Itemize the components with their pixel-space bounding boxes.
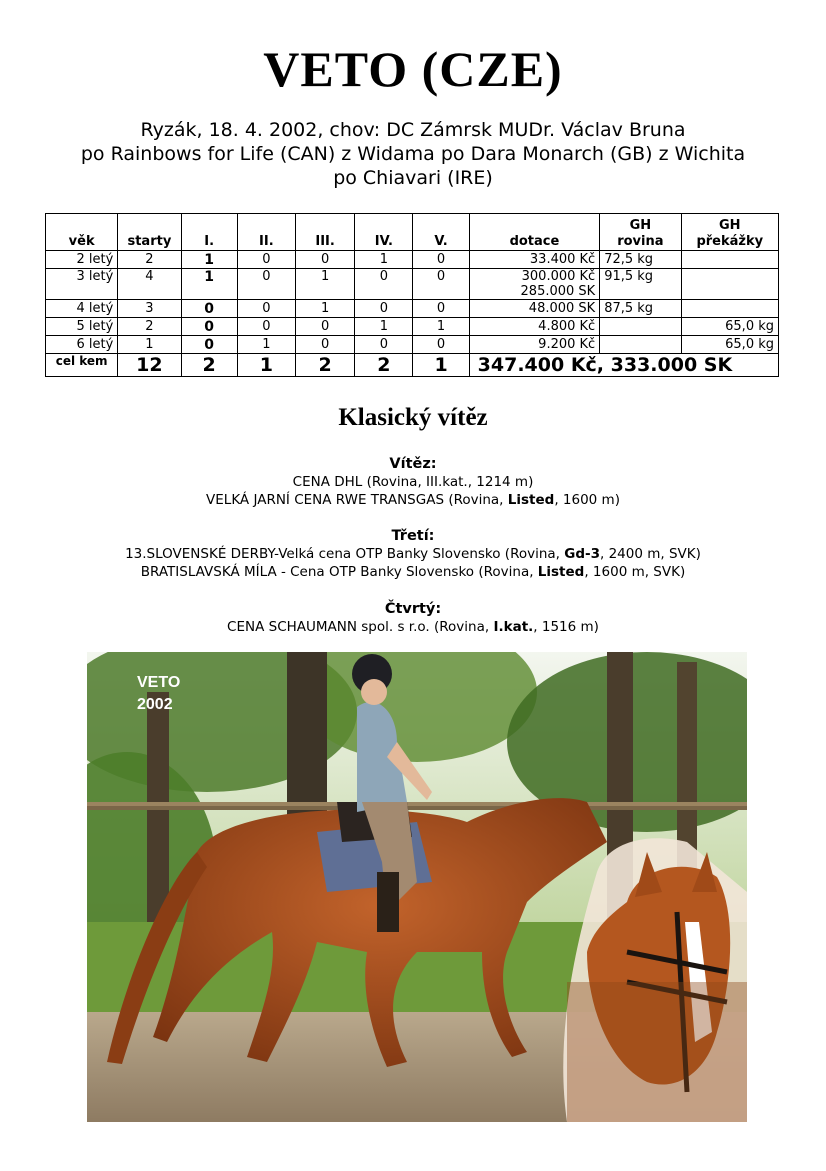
treti-line-1-end: , 2400 m, SVK) [600, 546, 701, 562]
total-dotace: 347.400 Kč, 333.000 SK [469, 354, 778, 377]
cell-second: 0 [237, 251, 295, 269]
cell-fifth: 0 [413, 336, 469, 354]
subtitle-line-2: po Rainbows for Life (CAN) z Widama po Dara Monarch (GB) z Wichita [80, 143, 746, 165]
total-third: 2 [295, 354, 354, 377]
cell-starty: 3 [118, 300, 181, 318]
header-first: I. [181, 214, 237, 251]
header-second: II. [237, 214, 295, 251]
cell-gh-prekazky: 65,0 kg [681, 318, 778, 336]
header-gh-prekazky-bottom: překážky [696, 234, 764, 249]
cell-gh-rovina: 91,5 kg [600, 269, 681, 300]
section-treti [0, 527, 826, 581]
header-vek: věk [46, 214, 118, 251]
cell-fourth: 1 [355, 251, 413, 269]
results-table [45, 213, 779, 377]
cell-first: 0 [181, 318, 237, 336]
cell-gh-prekazky [681, 300, 778, 318]
subtitle-line-3: po Chiavari (IRE) [333, 167, 493, 189]
header-dotace: dotace [469, 214, 600, 251]
treti-line-1-text: 13.SLOVENSKÉ DERBY-Velká cena OTP Banky Slovensko (Rovina, [125, 546, 565, 562]
cell-starty: 1 [118, 336, 181, 354]
cell-first: 0 [181, 300, 237, 318]
total-starty: 12 [118, 354, 181, 377]
header-gh-rovina [600, 214, 681, 251]
table-row [46, 318, 779, 336]
cell-dotace-kc: 300.000 Kč [521, 269, 596, 284]
cell-third: 1 [295, 300, 354, 318]
cell-dotace [469, 269, 600, 300]
header-third: III. [295, 214, 354, 251]
section-vitez [0, 455, 826, 509]
horse-photo [87, 652, 747, 1122]
photo-stamp-name: VETO [137, 674, 181, 691]
cell-dotace: 4.800 Kč [469, 318, 600, 336]
cell-fourth: 0 [355, 269, 413, 300]
cell-vek: 4 letý [46, 300, 118, 318]
cell-starty: 2 [118, 251, 181, 269]
cell-second: 0 [237, 300, 295, 318]
cell-third: 1 [295, 269, 354, 300]
table-row [46, 251, 779, 269]
treti-line-2-text: BRATISLAVSKÁ MÍLA - Cena OTP Banky Slovensko (Rovina, [140, 564, 538, 580]
cell-first: 1 [181, 269, 237, 300]
treti-line-1-bold: Gd-3 [564, 546, 601, 562]
cell-gh-prekazky [681, 251, 778, 269]
photo-stamp [137, 672, 180, 716]
cell-third: 0 [295, 251, 354, 269]
vitez-line-2-text: VELKÁ JARNÍ CENA RWE TRANSGAS (Rovina, [206, 492, 508, 508]
treti-line-2-end: , 1600 m, SVK) [584, 564, 686, 580]
cell-gh-rovina [600, 336, 681, 354]
header-gh-rovina-top: GH [629, 218, 652, 233]
header-gh-prekazky-top: GH [718, 218, 741, 233]
cell-second: 0 [237, 269, 295, 300]
total-label: cel kem [46, 354, 118, 377]
cell-gh-prekazky [681, 269, 778, 300]
cell-third: 0 [295, 318, 354, 336]
header-fifth: V. [413, 214, 469, 251]
total-fifth: 1 [413, 354, 469, 377]
cell-starty: 2 [118, 318, 181, 336]
cell-second: 1 [237, 336, 295, 354]
cell-gh-rovina [600, 318, 681, 336]
cell-gh-prekazky: 65,0 kg [681, 336, 778, 354]
cell-vek: 2 letý [46, 251, 118, 269]
cell-fourth: 0 [355, 336, 413, 354]
header-gh-prekazky [681, 214, 778, 251]
cell-starty: 4 [118, 269, 181, 300]
section-ctvrty-heading: Čtvrtý: [384, 601, 442, 617]
treti-line-2-bold: Listed [537, 564, 585, 580]
total-first: 2 [181, 354, 237, 377]
total-second: 1 [237, 354, 295, 377]
vitez-line-2-bold: Listed [507, 492, 555, 508]
cell-vek: 5 letý [46, 318, 118, 336]
section-ctvrty [0, 600, 826, 636]
table-total-row [46, 354, 779, 377]
cell-dotace: 33.400 Kč [469, 251, 600, 269]
table-row [46, 300, 779, 318]
cell-fifth: 0 [413, 269, 469, 300]
header-gh-rovina-bottom: rovina [617, 234, 664, 249]
ctvrty-line-1-end: , 1516 m) [533, 619, 599, 635]
cell-dotace-sk: 285.000 SK [520, 284, 596, 299]
table-header-row [46, 214, 779, 251]
section-vitez-heading: Vítěz: [389, 456, 437, 472]
table-row [46, 269, 779, 300]
cell-gh-rovina: 87,5 kg [600, 300, 681, 318]
section-treti-heading: Třetí: [391, 528, 435, 544]
section-vitez-line-1: CENA DHL (Rovina, III.kat., 1214 m) [292, 474, 534, 490]
table-row [46, 336, 779, 354]
page-title: VETO (CZE) [263, 41, 563, 97]
cell-vek: 6 letý [46, 336, 118, 354]
section-ctvrty-line-1 [0, 618, 826, 636]
cell-fourth: 1 [355, 318, 413, 336]
header-fourth: IV. [355, 214, 413, 251]
cell-dotace: 48.000 SK [469, 300, 600, 318]
cell-vek: 3 letý [46, 269, 118, 300]
total-fourth: 2 [355, 354, 413, 377]
horse-photo-illustration [87, 652, 747, 1122]
cell-third: 0 [295, 336, 354, 354]
classic-winner-heading: Klasický vítěz [338, 404, 488, 431]
cell-second: 0 [237, 318, 295, 336]
ctvrty-line-1-text: CENA SCHAUMANN spol. s r.o. (Rovina, [227, 619, 494, 635]
cell-fourth: 0 [355, 300, 413, 318]
cell-fifth: 1 [413, 318, 469, 336]
subtitle-line-1: Ryzák, 18. 4. 2002, chov: DC Zámrsk MUDr. Václav Bruna [140, 119, 686, 141]
section-vitez-line-2 [0, 491, 826, 509]
section-treti-line-1 [0, 545, 826, 563]
cell-fifth: 0 [413, 251, 469, 269]
photo-stamp-year: 2002 [137, 696, 173, 713]
cell-dotace: 9.200 Kč [469, 336, 600, 354]
cell-fifth: 0 [413, 300, 469, 318]
section-treti-line-2 [0, 563, 826, 581]
cell-first: 0 [181, 336, 237, 354]
cell-first: 1 [181, 251, 237, 269]
ctvrty-line-1-bold: I.kat. [493, 619, 534, 635]
cell-gh-rovina: 72,5 kg [600, 251, 681, 269]
header-starty: starty [118, 214, 181, 251]
vitez-line-2-end: , 1600 m) [554, 492, 620, 508]
